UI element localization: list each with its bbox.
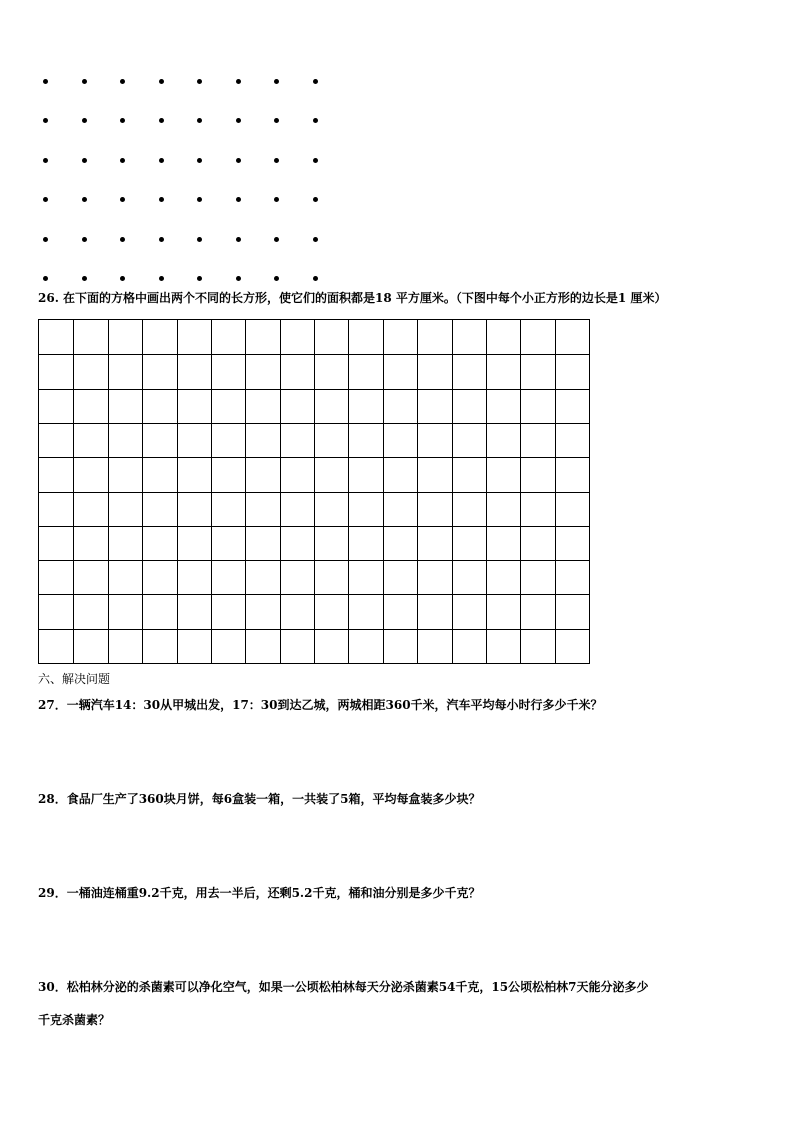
grid-dot[interactable] bbox=[82, 158, 87, 163]
grid-dot[interactable] bbox=[82, 197, 87, 202]
grid-dot[interactable] bbox=[197, 237, 202, 242]
grid-dot[interactable] bbox=[313, 197, 318, 202]
grid-row-line bbox=[39, 389, 589, 390]
grid-dot[interactable] bbox=[43, 79, 48, 84]
grid-row-line bbox=[39, 594, 589, 595]
grid-dot[interactable] bbox=[274, 237, 279, 242]
grid-dot[interactable] bbox=[120, 158, 125, 163]
grid-dot[interactable] bbox=[159, 118, 164, 123]
question-28: 28．食品厂生产了360块月饼，每6盒装一箱，一共装了5箱，平均每盒装多少块？ bbox=[38, 792, 481, 806]
grid-dot[interactable] bbox=[43, 118, 48, 123]
grid-dot[interactable] bbox=[159, 276, 164, 281]
grid-dot[interactable] bbox=[313, 276, 318, 281]
grid-row-line bbox=[39, 457, 589, 458]
grid-dot[interactable] bbox=[236, 237, 241, 242]
grid-dot[interactable] bbox=[313, 79, 318, 84]
grid-dot[interactable] bbox=[159, 237, 164, 242]
grid-dot[interactable] bbox=[197, 197, 202, 202]
grid-dot[interactable] bbox=[82, 237, 87, 242]
grid-dot[interactable] bbox=[313, 158, 318, 163]
grid-dot[interactable] bbox=[274, 197, 279, 202]
dot-grid bbox=[0, 0, 794, 300]
grid-dot[interactable] bbox=[197, 79, 202, 84]
grid-dot[interactable] bbox=[120, 197, 125, 202]
grid-row-line bbox=[39, 492, 589, 493]
grid-row-line bbox=[39, 560, 589, 561]
grid-dot[interactable] bbox=[43, 276, 48, 281]
grid-dot[interactable] bbox=[274, 118, 279, 123]
grid-row-line bbox=[39, 526, 589, 527]
grid-dot[interactable] bbox=[236, 158, 241, 163]
grid-dot[interactable] bbox=[197, 118, 202, 123]
grid-dot[interactable] bbox=[43, 237, 48, 242]
grid-dot[interactable] bbox=[236, 118, 241, 123]
grid-dot[interactable] bbox=[159, 197, 164, 202]
question-30-line-1: 30．松柏林分泌的杀菌素可以净化空气，如果一公顷松柏林每天分泌杀菌素54千克，15公顷松柏林7天能分泌多少 bbox=[38, 980, 649, 994]
grid-dot[interactable] bbox=[313, 237, 318, 242]
grid-row-line bbox=[39, 629, 589, 630]
question-27: 27．一辆汽车14：30从甲城出发，17：30到达乙城，两城相距360千米，汽车平均每小时行多少千米？ bbox=[38, 698, 603, 712]
grid-dot[interactable] bbox=[274, 79, 279, 84]
grid-dot[interactable] bbox=[159, 79, 164, 84]
grid-row-line bbox=[39, 423, 589, 424]
grid-row-line bbox=[39, 354, 589, 355]
square-grid[interactable] bbox=[38, 319, 590, 664]
grid-dot[interactable] bbox=[43, 158, 48, 163]
grid-dot[interactable] bbox=[197, 276, 202, 281]
grid-dot[interactable] bbox=[274, 276, 279, 281]
grid-dot[interactable] bbox=[197, 158, 202, 163]
question-29: 29．一桶油连桶重9.2千克，用去一半后，还剩5.2千克，桶和油分别是多少千克？ bbox=[38, 886, 481, 900]
grid-dot[interactable] bbox=[236, 79, 241, 84]
grid-dot[interactable] bbox=[236, 197, 241, 202]
grid-dot[interactable] bbox=[236, 276, 241, 281]
question-30-line-2: 千克杀菌素？ bbox=[38, 1013, 111, 1027]
grid-dot[interactable] bbox=[120, 79, 125, 84]
section-title: 六、解决问题 bbox=[38, 672, 111, 686]
grid-dot[interactable] bbox=[159, 158, 164, 163]
grid-dot[interactable] bbox=[43, 197, 48, 202]
grid-dot[interactable] bbox=[82, 276, 87, 281]
grid-dot[interactable] bbox=[82, 118, 87, 123]
grid-dot[interactable] bbox=[82, 79, 87, 84]
grid-dot[interactable] bbox=[274, 158, 279, 163]
question-26: 26. 在下面的方格中画出两个不同的长方形，使它们的面积都是18 平方厘米。（下图中每个小正方形的边长是1 厘米） bbox=[38, 291, 667, 305]
grid-dot[interactable] bbox=[313, 118, 318, 123]
grid-dot[interactable] bbox=[120, 237, 125, 242]
grid-dot[interactable] bbox=[120, 276, 125, 281]
grid-dot[interactable] bbox=[120, 118, 125, 123]
